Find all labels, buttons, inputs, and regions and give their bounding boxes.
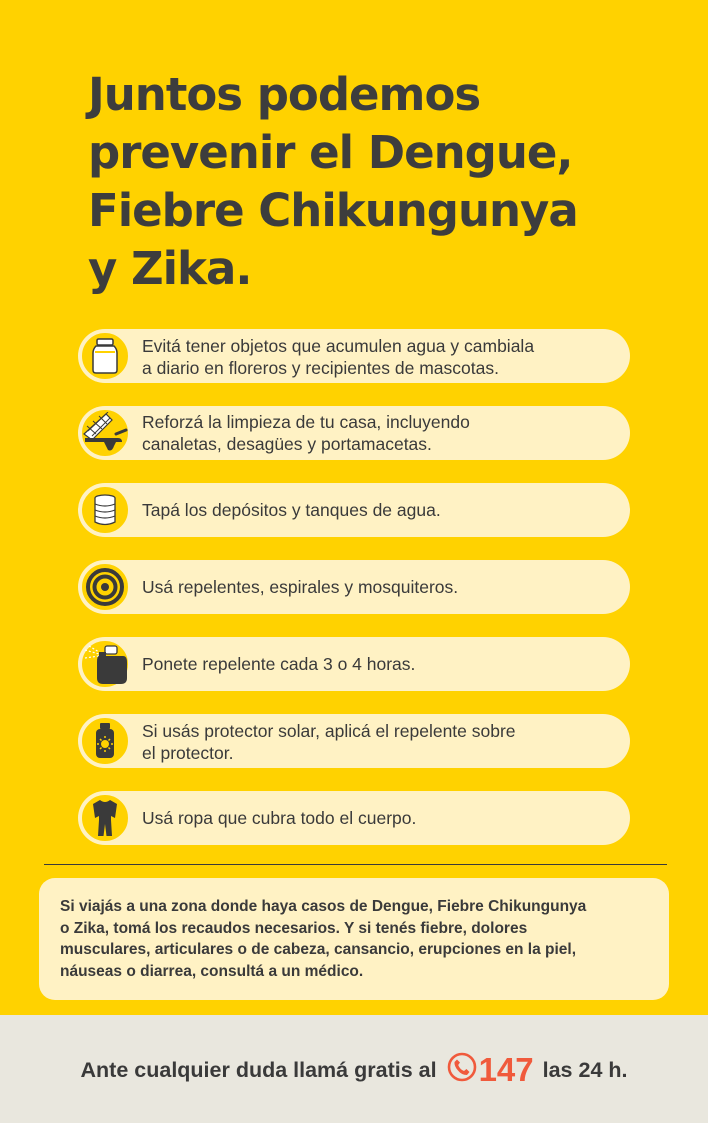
phone-icon — [447, 1052, 477, 1088]
tip-text-line: Si usás protector solar, aplicá el repelente sobre — [142, 721, 516, 741]
tip-text-line: a diario en floreros y recipientes de mascotas. — [142, 358, 499, 378]
phone-number: 147 — [478, 1051, 534, 1088]
water-tank-icon — [80, 485, 130, 535]
footer-text-before: Ante cualquier duda llamá gratis al — [80, 1057, 437, 1082]
tip-text-line: Ponete repelente cada 3 o 4 horas. — [142, 654, 416, 674]
headline-line: Juntos podemos — [88, 68, 481, 121]
tip-text-line: Usá ropa que cubra todo el cuerpo. — [142, 808, 417, 828]
tip-text-line: Usá repelentes, espirales y mosquiteros. — [142, 577, 459, 597]
tip-item — [78, 560, 630, 614]
divider — [44, 864, 667, 865]
tip-text-line: el protector. — [142, 743, 234, 763]
spray-bottle-icon — [80, 639, 130, 689]
headline-line: y Zika. — [88, 242, 252, 295]
tip-item — [78, 329, 630, 383]
spiral-coil-icon — [80, 562, 130, 612]
clothing-icon — [80, 793, 130, 843]
tip-text-line: Tapá los depósitos y tanques de agua. — [142, 500, 441, 520]
travel-advice-box — [39, 878, 669, 1000]
headline-line: Fiebre Chikungunya — [88, 184, 578, 237]
note-line: náuseas o diarrea, consultá a un médico. — [60, 962, 364, 980]
page-title — [88, 66, 688, 298]
tip-item — [78, 791, 630, 845]
hotline-number[interactable] — [447, 1051, 534, 1089]
note-line: Si viajás a una zona donde haya casos de Dengue, Fiebre Chikungunya — [60, 898, 587, 915]
footer — [0, 1015, 708, 1123]
hotline-message — [81, 1051, 628, 1089]
tip-text-line: Reforzá la limpieza de tu casa, incluyendo — [142, 412, 470, 432]
footer-text-after: las 24 h. — [542, 1057, 628, 1082]
jar-icon — [80, 331, 130, 381]
note-line: musculares, articulares o de cabeza, cansancio, erupciones en la piel, — [60, 941, 577, 958]
tip-item — [78, 714, 630, 768]
note-line: o Zika, tomá los recaudos necesarios. Y si tenés fiebre, dolores — [60, 919, 528, 937]
headline-line: prevenir el Dengue, — [88, 126, 573, 179]
tip-text-line: Evitá tener objetos que acumulen agua y cambiala — [142, 336, 535, 356]
tip-item — [78, 637, 630, 691]
tip-item — [78, 406, 630, 460]
roof-gutter-icon — [80, 408, 130, 458]
tip-item — [78, 483, 630, 537]
tip-text-line: canaletas, desagües y portamacetas. — [142, 434, 432, 454]
sunscreen-icon — [80, 716, 130, 766]
